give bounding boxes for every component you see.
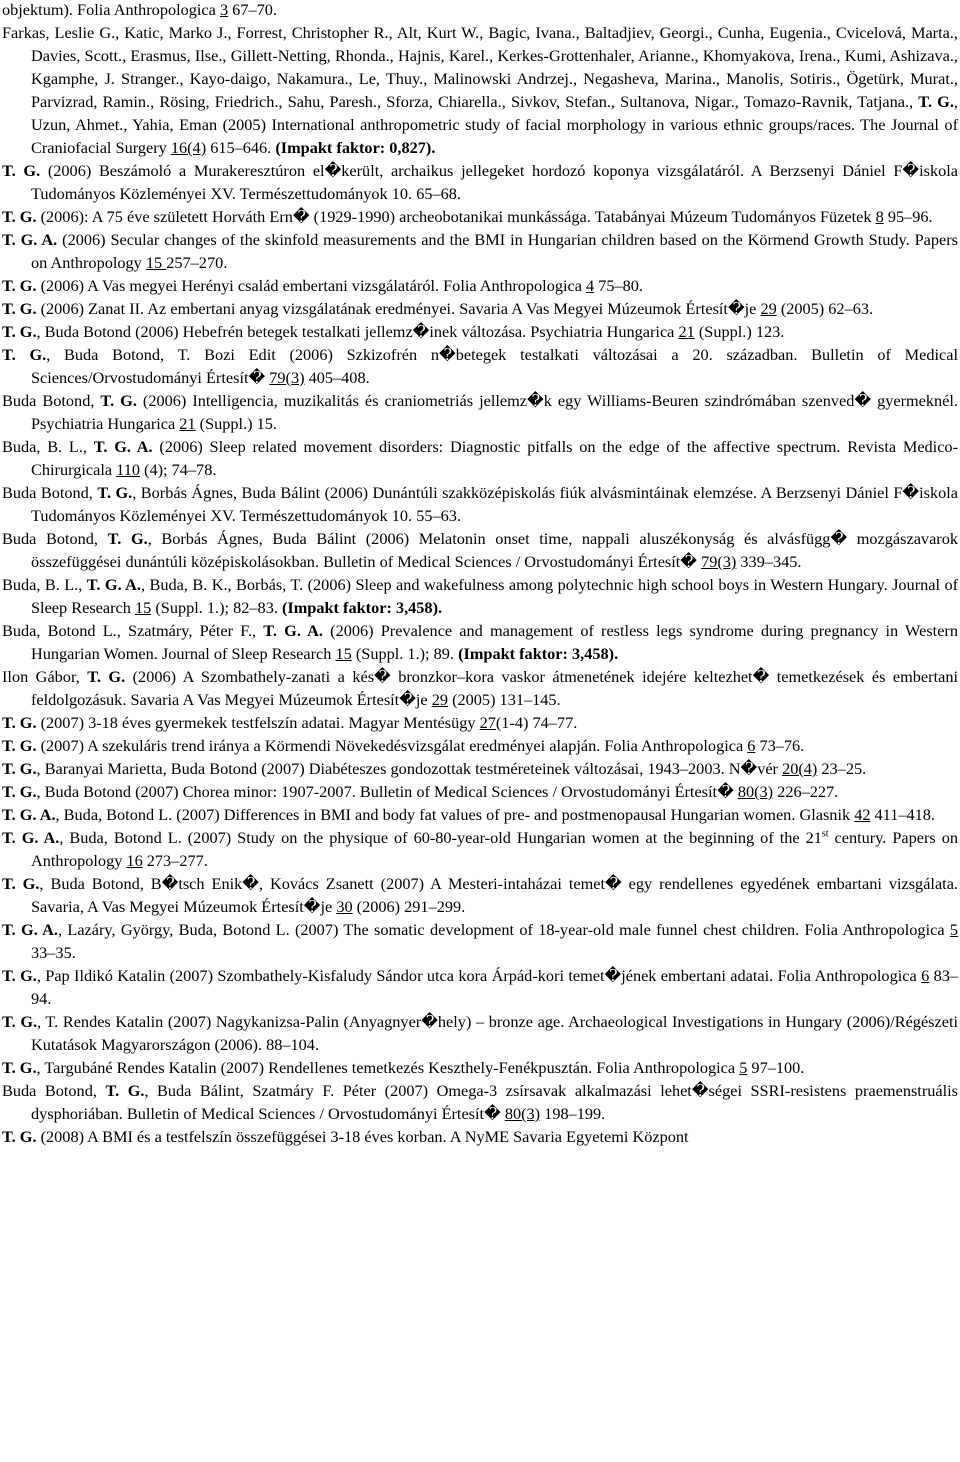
author-highlight: T. G. bbox=[2, 713, 37, 732]
entry-text: , Lazáry, György, Buda, Botond L. (2007) The somatic development of 18-year-old male funnel chest children. Folia Anthropologica bbox=[58, 920, 950, 939]
bibliography-entry bbox=[2, 159, 958, 205]
bibliography-entry bbox=[2, 481, 958, 527]
volume-number: 30 bbox=[336, 897, 353, 916]
volume-number: 15 bbox=[134, 598, 152, 617]
bibliography-entry bbox=[2, 1056, 958, 1079]
bibliography-entry bbox=[2, 573, 958, 619]
bibliography-entry bbox=[2, 21, 958, 159]
author-highlight: T. G. bbox=[2, 1058, 37, 1077]
entry-text: 615–646. bbox=[206, 138, 276, 157]
entry-text: (2006) Prevalence and management of restless legs syndrome during pregnancy in Western Hungarian Women. Journal of Sleep Research bbox=[31, 621, 958, 663]
author-highlight: T. G. bbox=[2, 276, 37, 295]
entry-text: Buda Botond, bbox=[2, 529, 108, 548]
volume-number: 5 bbox=[739, 1058, 748, 1077]
entry-text: , Buda, B. K., Borbás, T. (2006) Sleep and wakefulness among polytechnic high school boys in Western Hungary. Journal of Sleep Research bbox=[31, 575, 959, 617]
entry-text: , Uzun, Ahmet., Yahia, Eman (2005) International anthropometric study of facial morphology in various ethnic groups/races. The Journal of Craniofacial Surgery bbox=[31, 92, 958, 157]
entry-text: (2006) A Vas megyei Herényi család embertani vizsgálatáról. Folia Anthropologica bbox=[36, 276, 587, 295]
bibliography-entry bbox=[2, 389, 958, 435]
author-highlight: T. G. bbox=[2, 1127, 37, 1146]
author-highlight: T. G. bbox=[97, 483, 133, 502]
entry-text: (2006) Zanat II. Az embertani anyag vizsgálatának eredményei. Savaria A Vas Megyei Múzeumok Értesít�je bbox=[36, 299, 761, 318]
entry-text: (2006) Secular changes of the skinfold measurements and the BMI in Hungarian children based on the Körmend Growth Study. Papers on Anthropology bbox=[31, 230, 958, 272]
entry-text: 23–25. bbox=[817, 759, 867, 778]
entry-text: , Borbás Ágnes, Buda Bálint (2006) Melatonin onset time, nappali aluszékonyság és alvásfügg� mozgászavarok összefüggései dunántúli középiskolásokban. Bulletin of Medical Sciences / Orvostudományi Értesít� bbox=[31, 529, 959, 571]
bibliography-entry bbox=[2, 1079, 958, 1125]
volume-number: 42 bbox=[854, 805, 871, 824]
bibliography-entry bbox=[2, 665, 958, 711]
entry-text: , Buda Bálint, Szatmáry F. Péter (2007) Omega-3 zsírsavak alkalmazási lehet�ségei SSRI-resistens praemenstruális dysphoriában. Bulletin of Medical Sciences / Orvostudományi Értesít� bbox=[31, 1081, 958, 1123]
entry-text: 95–96. bbox=[883, 207, 933, 226]
volume-number: 29 bbox=[760, 299, 777, 318]
volume-number: 15 bbox=[335, 644, 352, 663]
entry-text: (Suppl. 1.); 82–83. bbox=[151, 598, 282, 617]
volume-number: 8 bbox=[875, 207, 884, 226]
volume-number: 29 bbox=[431, 690, 449, 709]
bibliography-entry bbox=[2, 320, 958, 343]
entry-text: Buda Botond, bbox=[2, 1081, 106, 1100]
author-highlight: (Impakt faktor: 3,458). bbox=[458, 644, 619, 663]
entry-text: , Borbás Ágnes, Buda Bálint (2006) Dunántúli szakközépiskolás fiúk alvásmintáinak elemzése. A Berzsenyi Dániel F�iskola Tudományos Közleményei XV. Természettudományok 10. 55–63. bbox=[31, 483, 959, 525]
author-highlight: (Impakt faktor: 0,827). bbox=[275, 138, 436, 157]
entry-text: (Suppl.) 15. bbox=[195, 414, 277, 433]
bibliography-entry bbox=[2, 1010, 958, 1056]
bibliography-entry bbox=[2, 435, 958, 481]
entry-text: (2007) A szekuláris trend iránya a Körmendi Növekedésvizsgálat eredményei alapján. Folia Anthropologica bbox=[36, 736, 748, 755]
bibliography-entry bbox=[2, 0, 958, 21]
entry-text: 97–100. bbox=[747, 1058, 805, 1077]
volume-number: 20(4) bbox=[782, 759, 818, 778]
entry-text: , Buda Botond, B�tsch Enik�, Kovács Zsanett (2007) A Mesteri-intaházai temet� egy rendellenes egyedének embartani vizsgálata. Savaria, A Vas Megyei Múzeumok Értesít�je bbox=[31, 874, 958, 916]
author-highlight: (Impakt faktor: 3,458). bbox=[281, 598, 443, 617]
author-highlight: T. G. A. bbox=[93, 437, 153, 456]
entry-text: (2006) Intelligencia, muzikalitás és craniometriás jellemz�k egy Williams-Beuren szindrómában szenved� gyermeknél. Psychiatria Hungarica bbox=[31, 391, 958, 433]
author-highlight: T. G. bbox=[2, 1012, 38, 1031]
author-highlight: T. G. bbox=[2, 874, 40, 893]
bibliography-entry bbox=[2, 964, 958, 1010]
entry-text: (1-4) 74–77. bbox=[495, 713, 578, 732]
author-highlight: T. G. A. bbox=[263, 621, 323, 640]
volume-number: 21 bbox=[179, 414, 196, 433]
entry-text: Farkas, Leslie G., Katic, Marko J., Forrest, Christopher R., Alt, Kurt W., Bagic, Ivana., Baltadjiev, Georgi., Cunha, Eugenia., Cvicelová, Marta., Davies, Scott., Erasmus, Ilse., Gillett-Netting, Rhonda., Hajnis, Karel., Kerkes-Grottenhaler, Arianne., Khomyakova, Irena., Kumi, Ashizava., Kgamphe, J. Stranger., Kayo-daigo, Nakamura., Le, Thuy., Malinowski Andrzej., Negasheva, Marina., Manolis, Sotiris., Ögetürk, Murat., Parvizrad, Ramin., Rösing, Friedrich., Sahu, Paresh., Sforza, Chiarella., Sivkov, Stefan., Sultanova, Nigar., Tomazo-Ravnik, Tatjana., bbox=[2, 23, 958, 111]
entry-text: 73–76. bbox=[755, 736, 805, 755]
bibliography-entry bbox=[2, 803, 958, 826]
volume-number: 3 bbox=[219, 0, 229, 19]
volume-number: 80(3) bbox=[737, 782, 774, 801]
author-highlight: T. G. A. bbox=[2, 805, 56, 824]
entry-text: Buda Botond, bbox=[2, 483, 98, 502]
bibliography-entry bbox=[2, 711, 958, 734]
author-highlight: T. G. bbox=[107, 529, 148, 548]
author-highlight: T. G. bbox=[2, 322, 37, 341]
entry-text: 198–199. bbox=[540, 1104, 606, 1123]
entry-text: 33–35. bbox=[31, 943, 76, 962]
volume-number: 110 bbox=[116, 460, 140, 479]
author-highlight: T. G. bbox=[105, 1081, 145, 1100]
bibliography-entry bbox=[2, 826, 958, 872]
author-highlight: T. G. A. bbox=[2, 230, 58, 249]
bibliography-entry bbox=[2, 527, 958, 573]
entry-text: , Buda Botond (2007) Chorea minor: 1907-2007. Bulletin of Medical Sciences / Orvostudományi Értesít� bbox=[36, 782, 738, 801]
author-highlight: T. G. bbox=[2, 759, 37, 778]
author-highlight: T. G. bbox=[2, 345, 47, 364]
author-highlight: T. G. A. bbox=[2, 828, 60, 847]
volume-number: 6 bbox=[921, 966, 930, 985]
volume-number: 15 bbox=[145, 253, 167, 272]
bibliography-entry bbox=[2, 780, 958, 803]
bibliography-entry bbox=[2, 1125, 958, 1148]
entry-text: (2006) Beszámoló a Murakeresztúron el�került, archaikus jellegeket hordozó koponya vizsgálatáról. A Berzsenyi Dániel F�iskola Tudományos Közleményei XV. Természettudományok 10. 65–68. bbox=[31, 161, 958, 203]
entry-text: objektum). Folia Anthropologica bbox=[2, 0, 220, 19]
entry-text: (4); 74–78. bbox=[139, 460, 217, 479]
superscript: st bbox=[821, 828, 829, 840]
author-highlight: T. G. A. bbox=[2, 920, 58, 939]
volume-number: 6 bbox=[747, 736, 756, 755]
entry-text: (2007) 3-18 éves gyermekek testfelszín adatai. Magyar Mentésügy bbox=[36, 713, 480, 732]
bibliography-entry bbox=[2, 228, 958, 274]
entry-text: (2006) 291–299. bbox=[352, 897, 466, 916]
bibliography-entry bbox=[2, 619, 958, 665]
entry-text: Buda Botond, bbox=[2, 391, 101, 410]
entry-text: , Buda Botond (2006) Hebefrén betegek testalkati jellemz�inek változása. Psychiatria Hungarica bbox=[36, 322, 679, 341]
volume-number: 5 bbox=[949, 920, 958, 939]
bibliography-entry bbox=[2, 872, 958, 918]
entry-text: , Buda, Botond L. (2007) Differences in BMI and body fat values of pre- and postmenopausal Hungarian women. Glasnik bbox=[55, 805, 855, 824]
volume-number: 80(3) bbox=[504, 1104, 541, 1123]
bibliography-entry bbox=[2, 343, 958, 389]
entry-text: 75–80. bbox=[594, 276, 644, 295]
volume-number: 4 bbox=[586, 276, 595, 295]
bibliography-entry bbox=[2, 918, 958, 964]
volume-number: 79(3) bbox=[701, 552, 737, 571]
bibliography-entry bbox=[2, 205, 958, 228]
entry-text: (2006) Sleep related movement disorders: Diagnostic pitfalls on the edge of the affective spectrum. Revista Medico-Chirurgicala bbox=[31, 437, 958, 479]
author-highlight: T. G. bbox=[2, 161, 41, 180]
entry-text: (2005) 62–63. bbox=[776, 299, 874, 318]
author-highlight: T. G. bbox=[2, 966, 37, 985]
entry-text: 339–345. bbox=[736, 552, 802, 571]
volume-number: 16(4) bbox=[170, 138, 207, 157]
entry-text: Buda, Botond L., Szatmáry, Péter F., bbox=[2, 621, 264, 640]
author-highlight: T. G. bbox=[2, 299, 37, 318]
entry-text: 67–70. bbox=[228, 0, 277, 19]
entry-text: Ilon Gábor, bbox=[2, 667, 88, 686]
volume-number: 16 bbox=[126, 851, 143, 870]
entry-text: , Buda, Botond L. (2007) Study on the physique of 60-80-year-old Hungarian women at the beginning of the 21 bbox=[59, 828, 822, 847]
entry-text: 411–418. bbox=[870, 805, 935, 824]
bibliography-entry bbox=[2, 734, 958, 757]
entry-text: , T. Rendes Katalin (2007) Nagykanizsa-Palin (Anyagnyer�hely) – bronze age. Archaeological Investigations in Hungary (2006)/Régészeti Kutatások Magyarországon (2006). 88–104. bbox=[31, 1012, 959, 1054]
entry-text: (Suppl. 1.); 89. bbox=[351, 644, 459, 663]
entry-text: Buda, B. L., bbox=[2, 437, 94, 456]
author-highlight: T. G. bbox=[2, 207, 37, 226]
bibliography-entry bbox=[2, 297, 958, 320]
entry-text: 273–277. bbox=[142, 851, 208, 870]
volume-number: 27 bbox=[479, 713, 496, 732]
entry-text: (2008) A BMI és a testfelszín összefüggései 3-18 éves korban. A NyME Savaria Egyetemi Központ bbox=[36, 1127, 689, 1146]
entry-text: , Buda Botond, T. Bozi Edit (2006) Szkizofrén n�betegek testalkati változásai a 20. században. Bulletin of Medical Sciences/Orvostudományi Értesít� bbox=[31, 345, 958, 387]
entry-text: , Pap Ildikó Katalin (2007) Szombathely-Kisfaludy Sándor utca kora Árpád-kori temet�jének embertani adatai. Folia Anthropologica bbox=[36, 966, 922, 985]
entry-text: Buda, B. L., bbox=[2, 575, 87, 594]
entry-text: (2006): A 75 éve született Horváth Ern� (1929-1990) archeobotanikai munkássága. Tatabányai Múzeum Tudományos Füzetek bbox=[36, 207, 876, 226]
author-highlight: T. G. bbox=[2, 736, 37, 755]
author-highlight: T. G. A. bbox=[86, 575, 141, 594]
entry-text: (Suppl.) 123. bbox=[694, 322, 785, 341]
bibliography-entry bbox=[2, 274, 958, 297]
author-highlight: T. G. bbox=[918, 92, 954, 111]
entry-text: , Baranyai Marietta, Buda Botond (2007) Diabéteszes gondozottak testméreteinek változásai, 1943–2003. N�vér bbox=[36, 759, 783, 778]
entry-text: , Targubáné Rendes Katalin (2007) Rendellenes temetkezés Keszthely-Fenékpusztán. Folia Anthropologica bbox=[36, 1058, 740, 1077]
entry-text: 83–94. bbox=[31, 966, 958, 1008]
entry-text: century. Papers on Anthropology bbox=[31, 828, 959, 870]
entry-text: 257–270. bbox=[166, 253, 228, 272]
entry-text: (2005) 131–145. bbox=[448, 690, 561, 709]
author-highlight: T. G. bbox=[87, 667, 126, 686]
volume-number: 79(3) bbox=[269, 368, 305, 387]
bibliography-entry bbox=[2, 757, 958, 780]
entry-text: (2006) A Szombathely-zanati a kés� bronzkor–kora vaskor átmenetének idejére keltezhet� temetkezések és embertani feldolgozásuk. Savaria A Vas Megyei Múzeumok Értesít�je bbox=[31, 667, 958, 709]
entry-text: 226–227. bbox=[773, 782, 839, 801]
entry-text: 405–408. bbox=[304, 368, 370, 387]
volume-number: 21 bbox=[678, 322, 695, 341]
author-highlight: T. G. bbox=[2, 782, 37, 801]
author-highlight: T. G. bbox=[100, 391, 137, 410]
